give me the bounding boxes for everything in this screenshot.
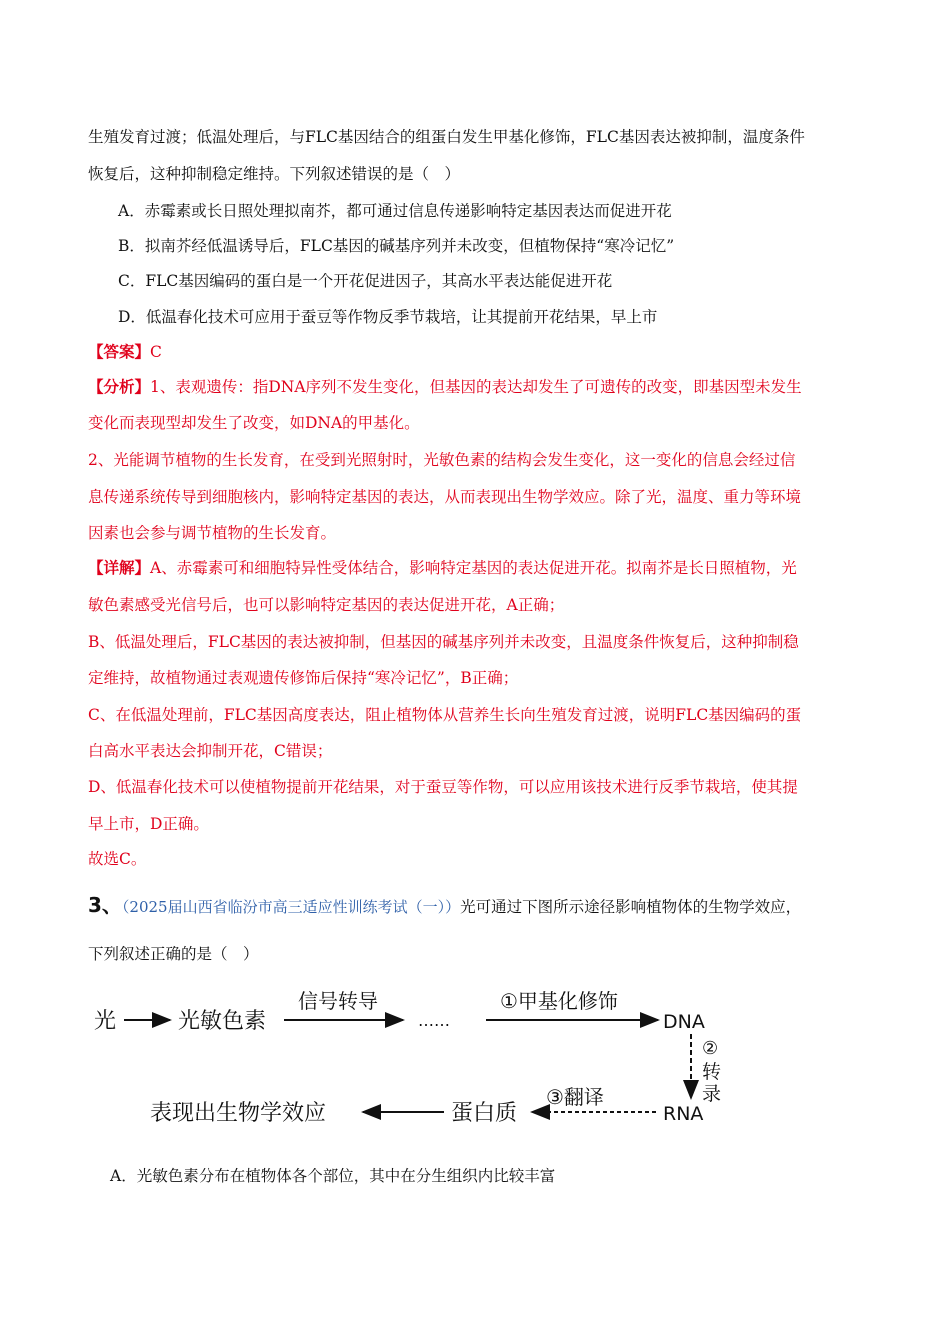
diagram-methylation: ①甲基化修饰 (500, 989, 618, 1013)
q2-detail-line-1 (88, 557, 797, 579)
q2-analysis-line-5: 因素也会参与调节植物的生长发育。 (88, 524, 337, 542)
q2-conclusion: 故选C。 (88, 850, 147, 868)
diagram-dna: DNA (663, 1011, 705, 1033)
detail-label: 【详解】 (88, 558, 151, 577)
q2-stem-line-2: 恢复后，这种抑制稳定维持。下列叙述错误的是（ ） (88, 165, 461, 183)
q3-number: 3、 (88, 893, 122, 917)
q2-analysis-line-4: 息传递系统传导到细胞核内，影响特定基因的表达，从而表现出生物学效应。除了光，温度、重力等环境 (88, 488, 802, 506)
q2-detail-line-8: 早上市，D正确。 (88, 815, 209, 833)
q3-stem-line-2: 下列叙述正确的是（ ） (88, 945, 259, 963)
diagram-phytochrome: 光敏色素 (178, 1009, 267, 1034)
q2-option-b: B．拟南芥经低温诱导后，FLC基因的碱基序列并未改变，但植物保持“寒冷记忆” (118, 237, 675, 255)
analysis-label: 【分析】 (88, 377, 151, 396)
diagram-protein: 蛋白质 (451, 1101, 518, 1126)
q2-analysis-line-3: 2、光能调节植物的生长发育，在受到光照射时，光敏色素的结构会发生变化，这一变化的信息会经过信 (88, 451, 796, 469)
q2-analysis-line-2: 变化而表现型却发生了改变，如DNA的甲基化。 (88, 414, 420, 432)
q2-detail-line-6: 白高水平表达会抑制开花，C错误； (88, 742, 333, 760)
diagram-light: 光 (94, 1009, 117, 1034)
diagram-signal: 信号转导 (298, 989, 378, 1013)
q2-stem-line-1: 生殖发育过渡；低温处理后，与FLC基因结合的组蛋白发生甲基化修饰，FLC基因表达被抑制，温度条件 (88, 128, 805, 146)
q3-stem-text: 光可通过下图所示途径影响植物体的生物学效应， (460, 898, 802, 916)
q2-detail-line-2: 敏色素感受光信号后，也可以影响特定基因的表达促进开花，A正确； (88, 596, 565, 614)
diagram-transcription-char-2: 录 (702, 1083, 722, 1105)
detail-text: A、赤霉素可和细胞特异性受体结合，影响特定基因的表达促进开花。拟南芥是长日照植物，光 (150, 559, 797, 577)
q2-detail-line-7: D、低温春化技术可以使植物提前开花结果，对于蚕豆等作物，可以应用该技术进行反季节栽培，使其提 (88, 778, 798, 796)
answer-label: 【答案】 (88, 342, 151, 361)
q2-option-d: D．低温春化技术可应用于蚕豆等作物反季节栽培，让其提前开花结果，早上市 (118, 308, 658, 326)
q2-detail-line-4: 定维持，故植物通过表观遗传修饰后保持“寒冷记忆”，B正确； (88, 669, 519, 687)
analysis-text: 1、表观遗传：指DNA序列不发生变化，但基因的表达却发生了可遗传的改变，即基因型未发生 (150, 378, 802, 396)
diagram-transcription-char-1: 转 (702, 1061, 722, 1083)
diagram-dots: …… (418, 1011, 450, 1030)
diagram-rna: RNA (663, 1103, 704, 1125)
answer-value: C (150, 343, 162, 361)
q3-source: （2025届山西省临汾市高三适应性训练考试（一）） (121, 898, 461, 916)
diagram-translation: ③翻译 (546, 1085, 604, 1109)
q2-option-a: A．赤霉素或长日照处理拟南芥，都可通过信息传递影响特定基因表达而促进开花 (118, 202, 672, 220)
q2-detail-line-3: B、低温处理后，FLC基因的表达被抑制，但基因的碱基序列并未改变，且温度条件恢复后，这种抑制稳 (88, 633, 799, 651)
q2-analysis-line-1 (88, 376, 802, 398)
q2-option-c: C．FLC基因编码的蛋白是一个开花促进因子，其高水平表达能促进开花 (118, 272, 613, 290)
diagram-effect: 表现出生物学效应 (150, 1101, 327, 1126)
q2-detail-line-5: C、在低温处理前，FLC基因高度表达，阻止植物体从营养生长向生殖发育过渡，说明FLC基因编码的蛋 (88, 706, 802, 724)
q3-stem-line-1 (88, 894, 801, 918)
diagram-transcription-number: ② (702, 1038, 719, 1059)
q3-option-a: A．光敏色素分布在植物体各个部位，其中在分生组织内比较丰富 (110, 1167, 556, 1185)
q2-answer (88, 341, 162, 363)
light-pathway-diagram (88, 982, 748, 1132)
